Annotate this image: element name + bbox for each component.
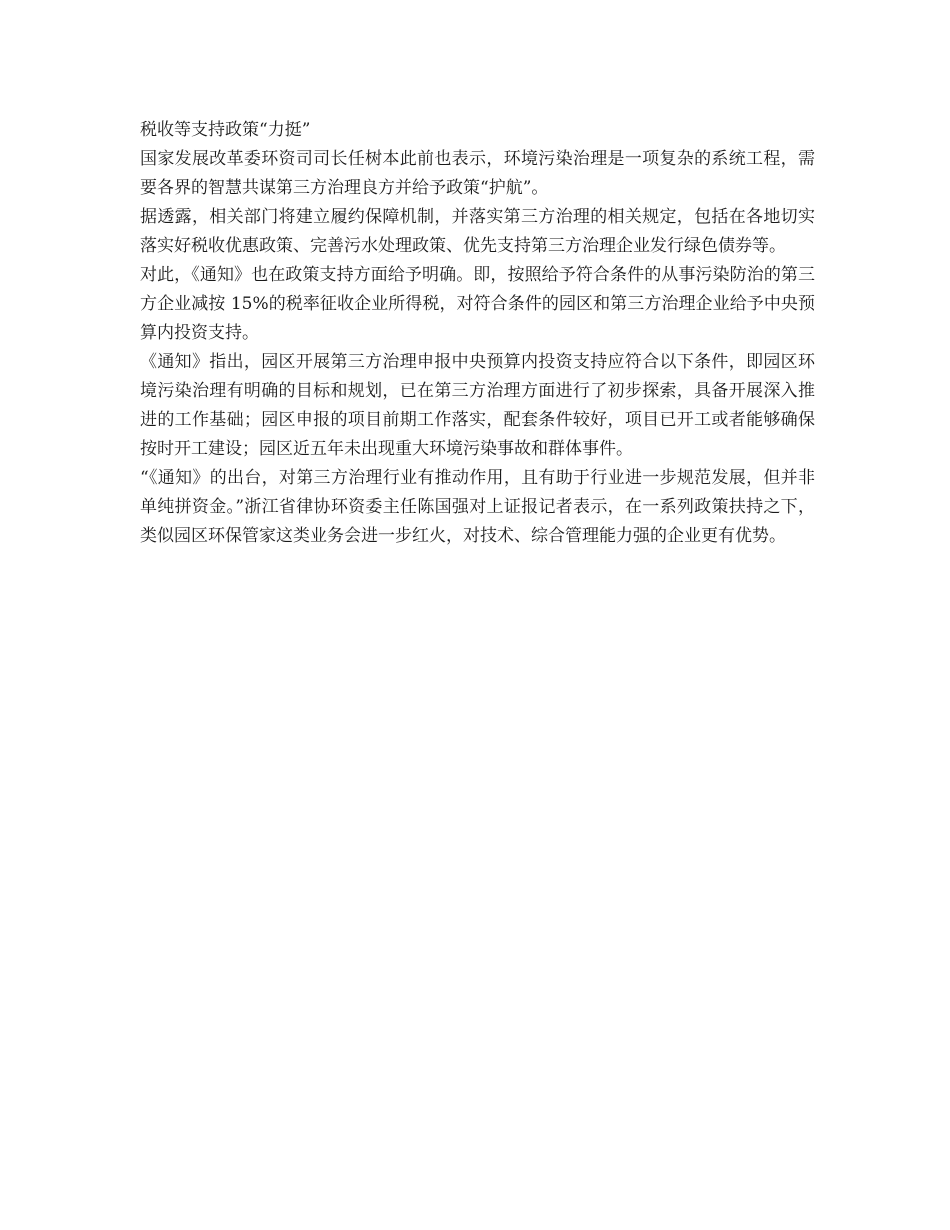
document-body — [140, 116, 815, 551]
paragraph: 对此，《通知》也在政策支持方面给予明确。即，按照给予符合条件的从事污染防治的第三方企业减按 15%的税率征收企业所得税，对符合条件的园区和第三方治理企业给予中央预算内投资支持。 — [140, 265, 815, 343]
paragraph: 《通知》指出，园区开展第三方治理申报中央预算内投资支持应符合以下条件，即园区环境污染治理有明确的目标和规划，已在第三方治理方面进行了初步探索，具备开展深入推进的工作基础；园区申报的项目前期工作落实，配套条件较好，项目已开工或者能够确保按时开工建设；园区近五年未出现重大环境污染事故和群体事件。 — [140, 352, 815, 459]
paragraph: 国家发展改革委环资司司长任树本此前也表示，环境污染治理是一项复杂的系统工程，需要各界的智慧共谋第三方治理良方并给予政策“护航”。 — [140, 149, 815, 198]
paragraph: “《通知》的出台，对第三方治理行业有推动作用，且有助于行业进一步规范发展，但并非单纯拼资金。”浙江省律协环资委主任陈国强对上证报记者表示，在一系列政策扶持之下，类似园区环保管家这类业务会进一步红火，对技术、综合管理能力强的企业更有优势。 — [140, 468, 815, 546]
section-heading: 税收等支持政策“力挺” — [140, 120, 311, 140]
paragraph: 据透露，相关部门将建立履约保障机制，并落实第三方治理的相关规定，包括在各地切实落实好税收优惠政策、完善污水处理政策、优先支持第三方治理企业发行绿色债券等。 — [140, 207, 815, 256]
